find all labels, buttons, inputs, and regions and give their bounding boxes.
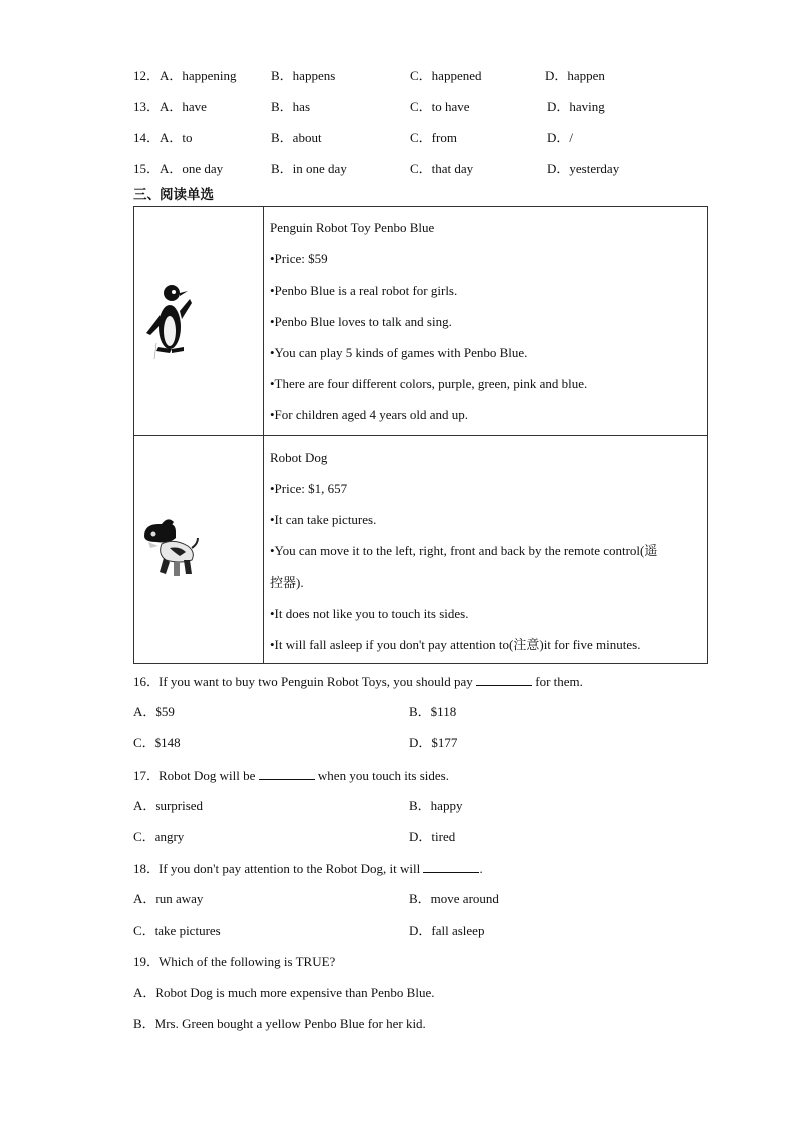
ad-row-penguin	[134, 207, 707, 436]
stem-text: 18．If you don't pay attention to the Robot Dog, it will	[133, 861, 421, 876]
answer-blank	[423, 860, 479, 873]
option-c: C．$148	[133, 735, 181, 750]
option-b: B．Mrs. Green bought a yellow Penbo Blue for her kid.	[133, 1016, 426, 1031]
option-c: C．happened	[410, 68, 482, 83]
ad-title: Penguin Robot Toy Penbo Blue	[270, 220, 435, 235]
option-d: D．$177	[409, 735, 458, 750]
option-a: A．surprised	[133, 798, 204, 813]
ad-line: •It can take pictures.	[270, 512, 377, 527]
question-number: 12．	[133, 68, 160, 83]
option-d: D．tired	[409, 829, 456, 844]
stem-text-end: for them.	[535, 674, 583, 689]
question-stem	[133, 860, 483, 877]
ad-line: •You can play 5 kinds of games with Penbo Blue.	[270, 345, 528, 360]
answer-blank	[476, 673, 532, 686]
ad-line: •You can move it to the left, right, front and back by the remote control(遥	[270, 543, 658, 558]
option-b: B．happy	[409, 798, 463, 813]
ad-line: •For children aged 4 years old and up.	[270, 407, 469, 422]
option-d: D．happen	[545, 68, 605, 83]
ad-line: •It will fall asleep if you don't pay attention to(注意)it for five minutes.	[270, 637, 641, 652]
penguin-robot-icon	[142, 281, 194, 361]
option-c: C．to have	[410, 99, 470, 114]
option-d: D．yesterday	[547, 161, 620, 176]
ad-line: •Penbo Blue loves to talk and sing.	[270, 314, 452, 329]
ad-line: •Penbo Blue is a real robot for girls.	[270, 283, 458, 298]
question-stem	[133, 767, 449, 784]
option-a: A．have	[160, 99, 207, 114]
option-b: B．move around	[409, 891, 499, 906]
option-c: C．from	[410, 130, 457, 145]
ad-row-robot-dog	[134, 436, 707, 664]
robot-dog-icon	[140, 516, 200, 582]
option-a: A．$59	[133, 704, 175, 719]
stem-text: 17．Robot Dog will be	[133, 768, 256, 783]
option-c: C．angry	[133, 829, 185, 844]
question-number: 14．	[133, 130, 160, 145]
option-d: D．fall asleep	[409, 923, 485, 938]
ad-title: Robot Dog	[270, 450, 328, 465]
question-stem	[133, 673, 583, 690]
option-c: C．take pictures	[133, 923, 221, 938]
ad-text-cell	[264, 207, 707, 435]
question-stem	[133, 954, 335, 970]
ad-line: •It does not like you to touch its sides.	[270, 606, 469, 621]
option-b: B．happens	[271, 68, 336, 83]
option-a: A．one day	[160, 161, 224, 176]
option-b: B．$118	[409, 704, 457, 719]
ads-table	[133, 206, 708, 664]
ad-image-cell	[134, 207, 264, 435]
ad-line: •Price: $59	[270, 251, 328, 266]
option-b: B．in one day	[271, 161, 347, 176]
option-a: A．run away	[133, 891, 204, 906]
option-a: A．Robot Dog is much more expensive than Penbo Blue.	[133, 985, 435, 1000]
ad-text-cell	[264, 436, 707, 664]
option-a: A．to	[160, 130, 193, 145]
ad-line: •There are four different colors, purple, green, pink and blue.	[270, 376, 588, 391]
option-b: B．has	[271, 99, 311, 114]
question-number: 15．	[133, 161, 160, 176]
ad-line: •Price: $1, 657	[270, 481, 348, 496]
option-d: D．having	[547, 99, 605, 114]
answer-blank	[259, 767, 315, 780]
stem-text: 19．Which of the following is TRUE?	[133, 954, 336, 969]
option-d: D．/	[547, 130, 574, 145]
stem-text-end: .	[479, 861, 483, 876]
option-b: B．about	[271, 130, 322, 145]
stem-text-end: when you touch its sides.	[317, 768, 449, 783]
section-heading: 三、阅读单选	[133, 187, 214, 203]
option-a: A．happening	[160, 68, 237, 83]
ad-line: 控器).	[270, 575, 304, 590]
option-c: C．that day	[410, 161, 474, 176]
ad-image-cell	[134, 436, 264, 664]
stem-text: 16．If you want to buy two Penguin Robot Toys, you should pay	[133, 674, 473, 689]
question-number: 13．	[133, 99, 160, 114]
